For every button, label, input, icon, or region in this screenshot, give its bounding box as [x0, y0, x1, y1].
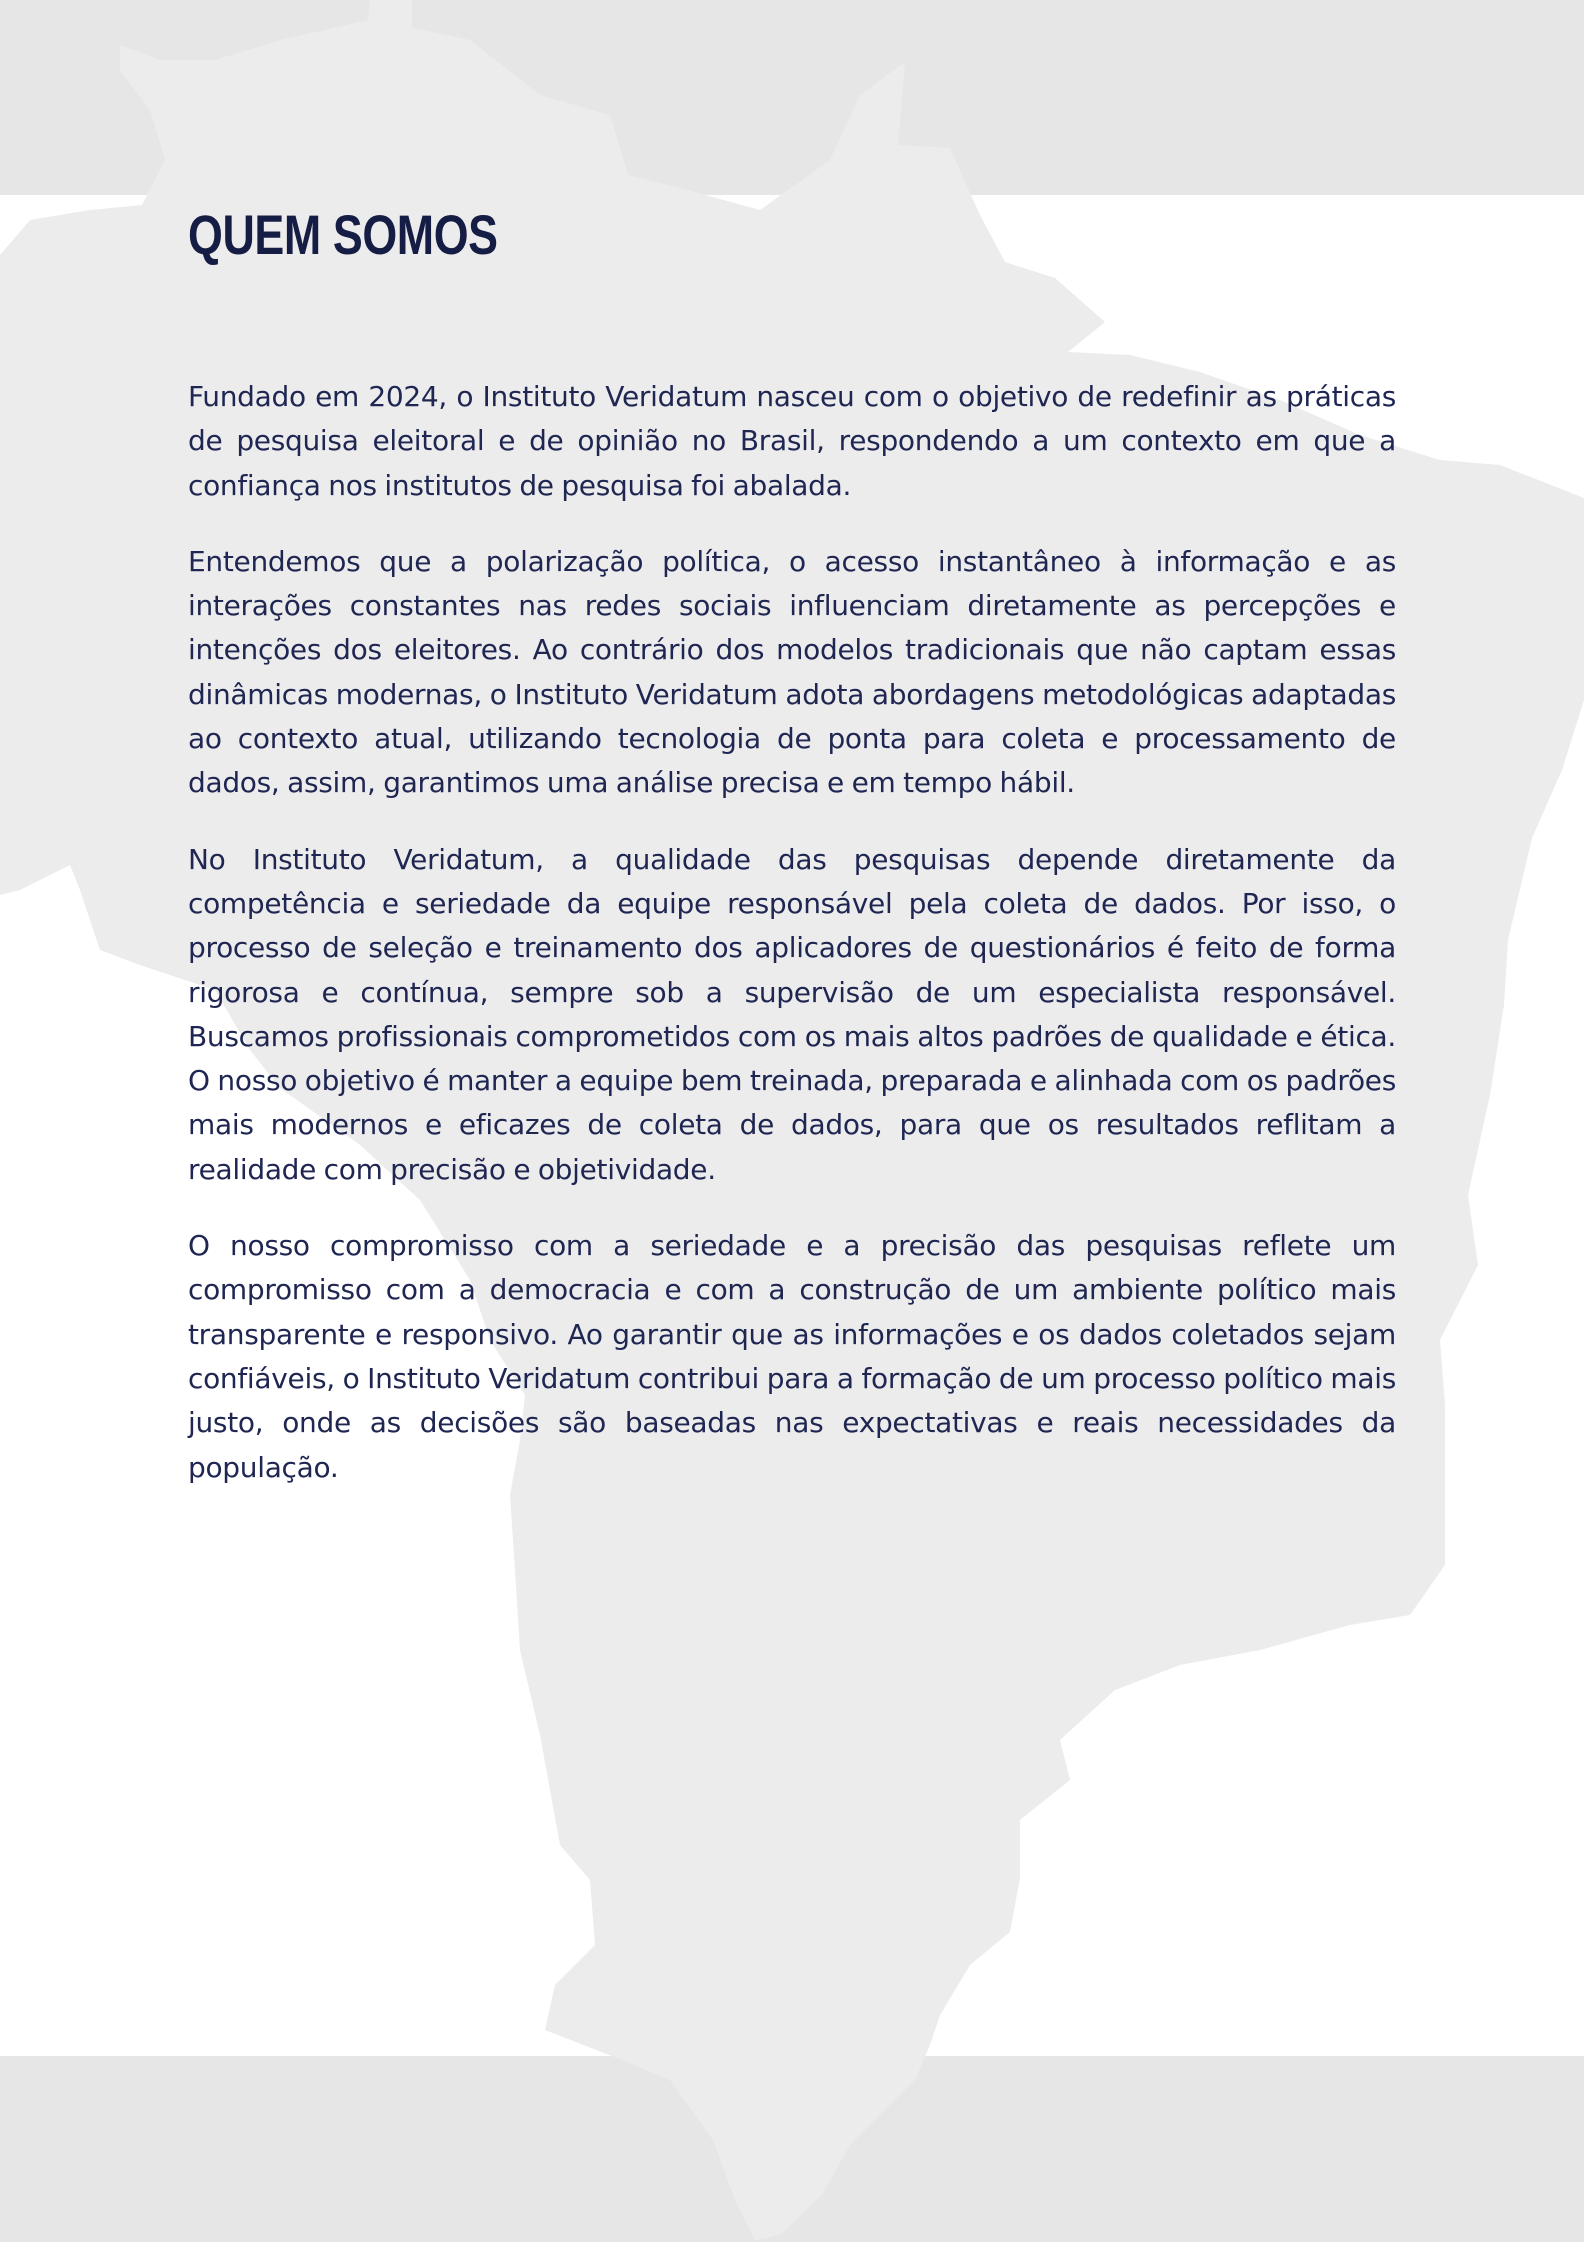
main-content [188, 195, 1396, 1522]
paragraph-commitment: O nosso compromisso com a seriedade e a precisão das pesquisas reflete um compromisso com a democracia e com a construção de um ambiente político mais transparente e responsivo. Ao garantir que as informações e os dados coletados sejam confiáveis, o Instituto Veridatum contribui para a formação de um processo político mais justo, onde as decisões são baseadas nas expectativas e reais necessidades da população. [188, 1229, 1396, 1484]
paragraph-approach: Entendemos que a polarização política, o acesso instantâneo à informação e as interações constantes nas redes sociais influenciam diretamente as percepções e intenções dos eleitores. Ao contrário dos modelos tradicionais que não captam essas dinâmicas modernas, o Instituto Veridatum adota abordagens metodológicas adaptadas ao contexto atual, utilizando tecnologia de ponta para coleta e processamento de dados, assim, garantimos uma análise precisa e em tempo hábil. [188, 544, 1396, 800]
body-text [188, 375, 1396, 1490]
paragraph-founding: Fundado em 2024, o Instituto Veridatum nasceu com o objetivo de redefinir as práticas de pesquisa eleitoral e de opinião no Brasil, respondendo a um contexto em que a confiança nos institutos de pesquisa foi abalada. [188, 380, 1396, 502]
page-title: QUEM SOMOS [188, 203, 498, 266]
paragraph-team: No Instituto Veridatum, a qualidade das pesquisas depende diretamente da competência e seriedade da equipe responsável pela coleta de dados. Por isso, o processo de seleção e treinamento dos aplicadores de questionários é feito de forma rigorosa e contínua, sempre sob a supervisão de um especialista responsável. Buscamos profissionais comprometidos com os mais altos padrões de qualidade e ética. O nosso objetivo é manter a equipe bem treinada, preparada e alinhada com os padrões mais modernos e eficazes de coleta de dados, para que os resultados reflitam a realidade com precisão e objetividade. [188, 842, 1396, 1186]
